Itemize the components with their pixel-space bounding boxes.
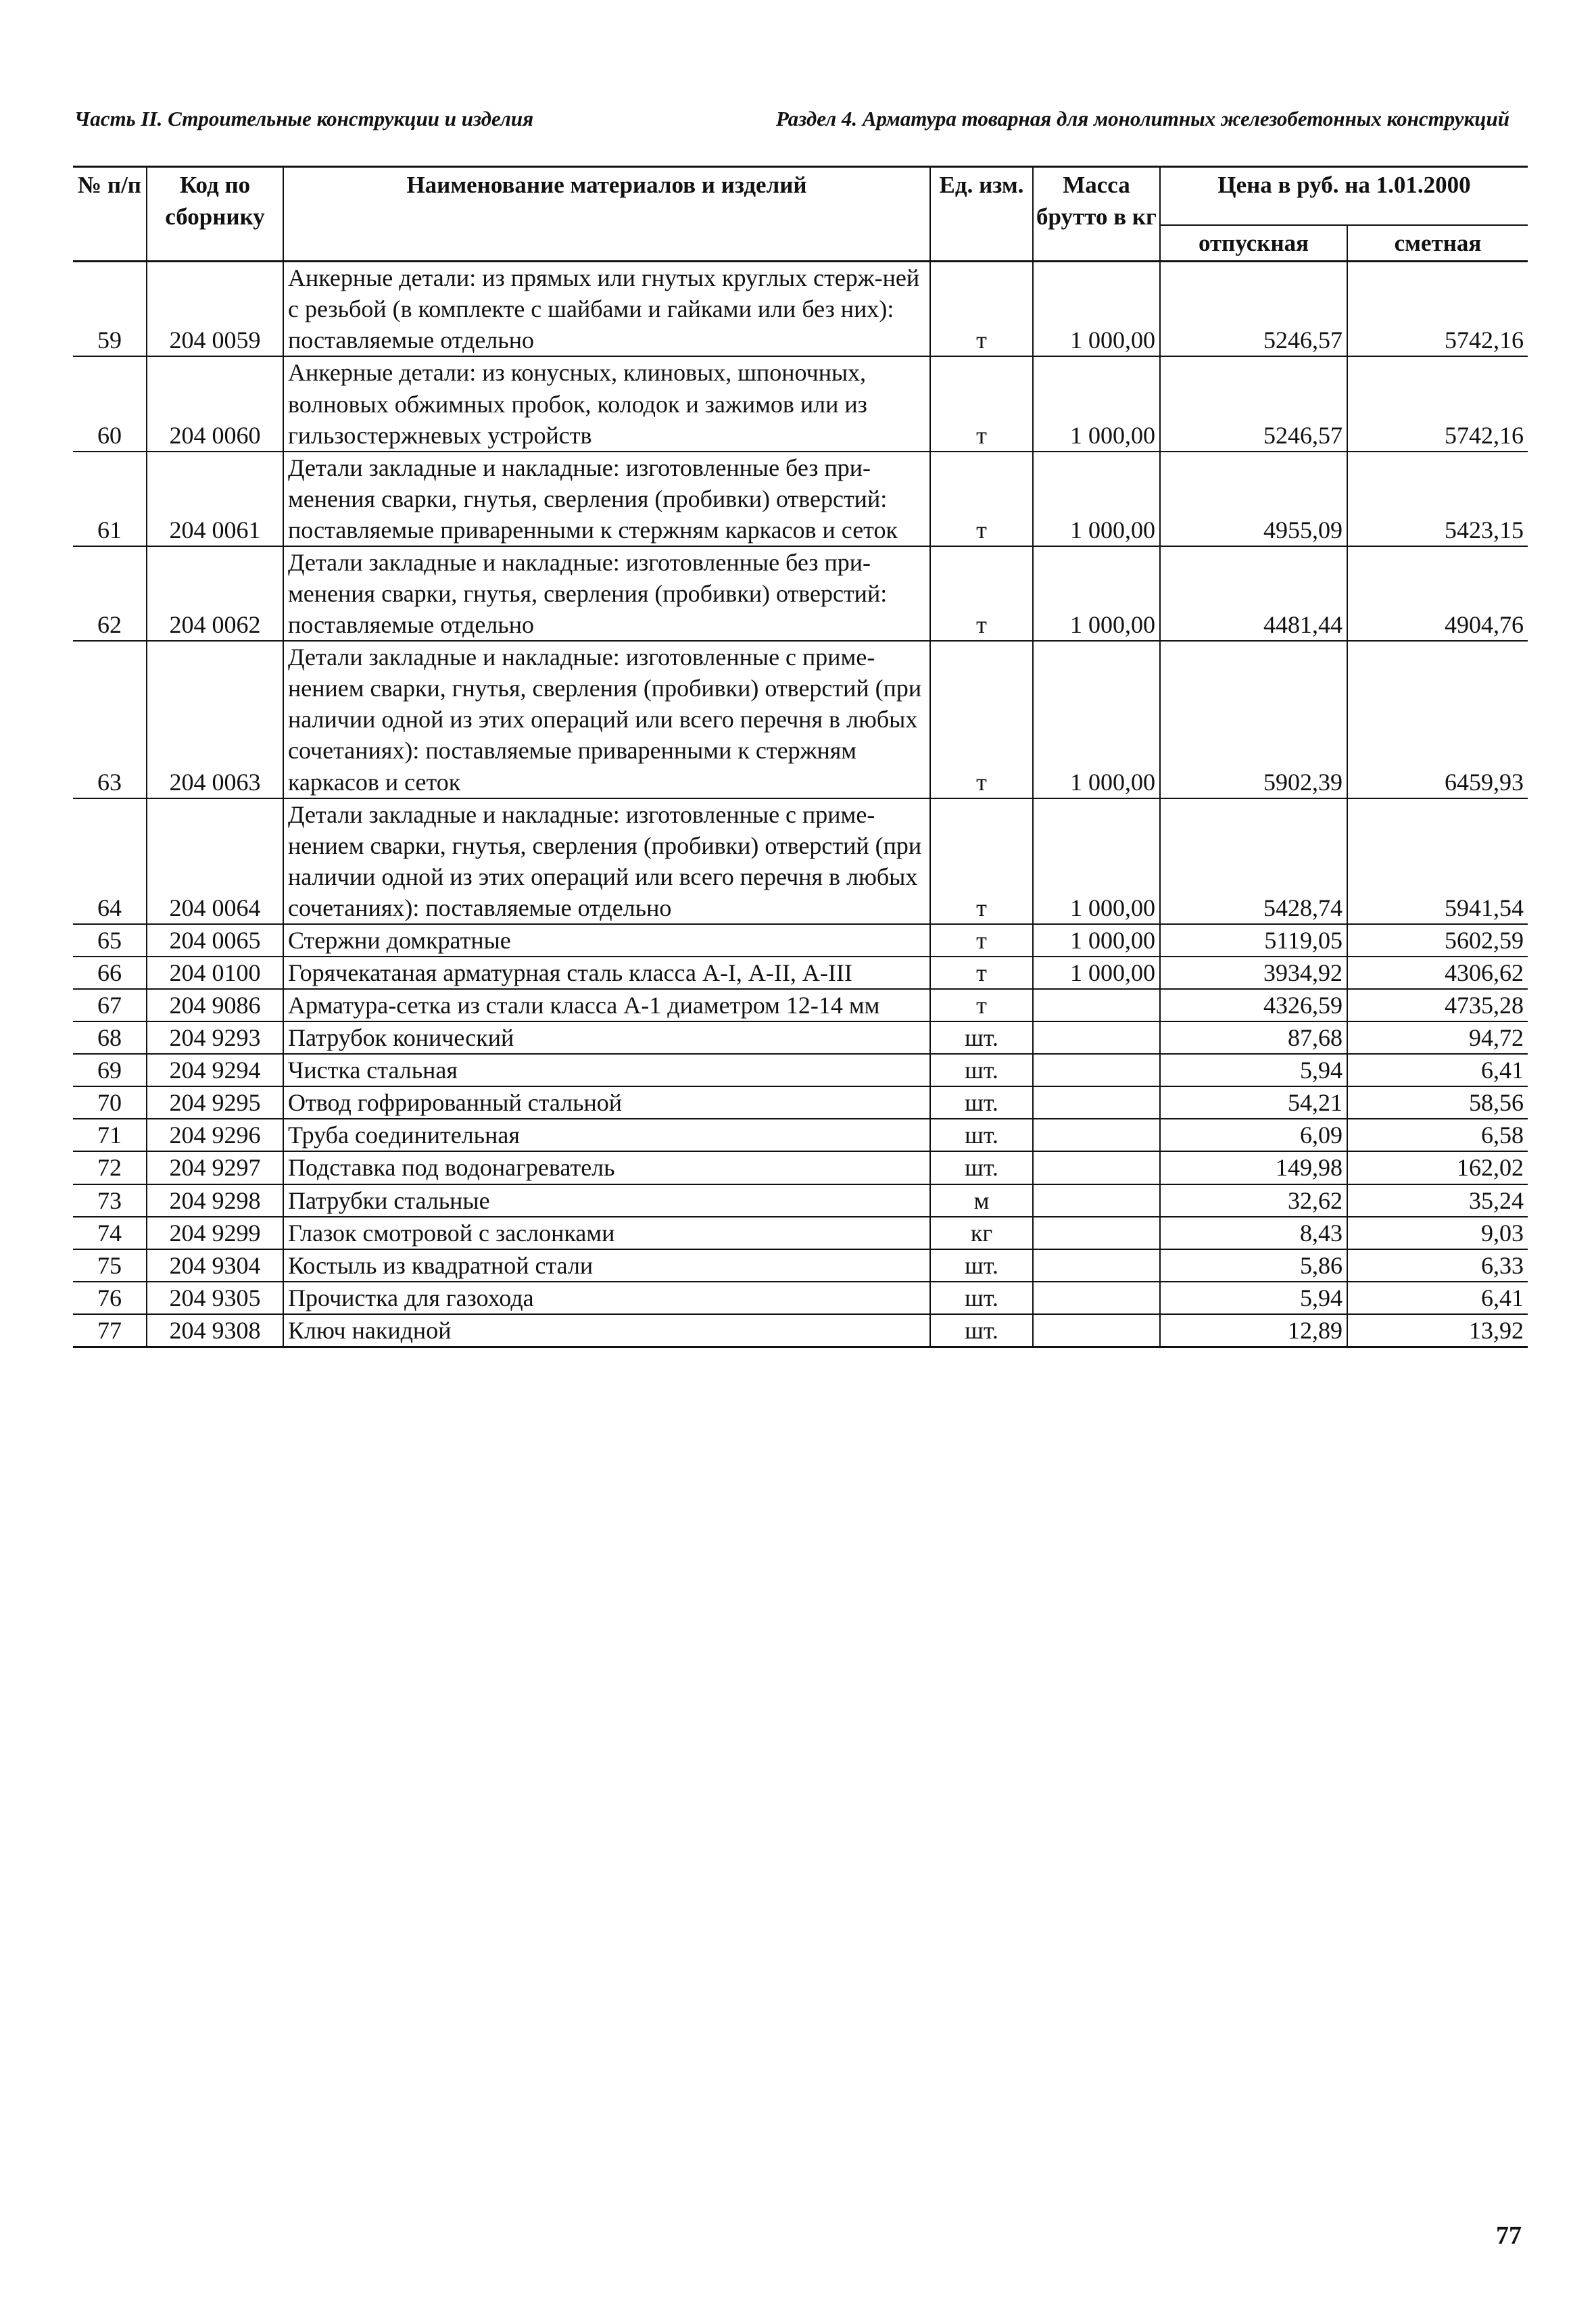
row-price-release: 12,89 xyxy=(1160,1314,1347,1347)
row-number: 61 xyxy=(73,452,147,546)
row-name: Отвод гофрированный стальной xyxy=(283,1086,930,1119)
row-code: 204 0060 xyxy=(147,356,283,451)
col-header-code: Код по сборнику xyxy=(147,167,283,262)
row-price-estimate: 6,33 xyxy=(1347,1249,1528,1282)
row-unit: т xyxy=(930,452,1033,546)
running-header-left: Часть II. Строительные конструкции и изделия xyxy=(74,107,534,130)
row-code: 204 9299 xyxy=(147,1217,283,1249)
row-mass xyxy=(1033,1151,1160,1184)
row-unit: шт. xyxy=(930,1054,1033,1086)
row-mass: 1 000,00 xyxy=(1033,452,1160,546)
row-price-release: 4955,09 xyxy=(1160,452,1347,546)
row-code: 204 9305 xyxy=(147,1282,283,1314)
row-number: 63 xyxy=(73,641,147,798)
row-unit: шт. xyxy=(930,1314,1033,1347)
row-price-estimate: 6459,93 xyxy=(1347,641,1528,798)
row-code: 204 9086 xyxy=(147,989,283,1021)
row-code: 204 9296 xyxy=(147,1119,283,1151)
table-row xyxy=(73,1086,1528,1119)
table-row xyxy=(73,1021,1528,1054)
row-unit: т xyxy=(930,957,1033,989)
materials-price-table xyxy=(73,166,1528,1348)
row-unit: т xyxy=(930,924,1033,957)
row-code: 204 0061 xyxy=(147,452,283,546)
table-row xyxy=(73,798,1528,924)
row-mass: 1 000,00 xyxy=(1033,924,1160,957)
row-code: 204 0063 xyxy=(147,641,283,798)
row-number: 71 xyxy=(73,1119,147,1151)
row-price-estimate: 6,41 xyxy=(1347,1282,1528,1314)
row-name: Ключ накидной xyxy=(283,1314,930,1347)
table-row xyxy=(73,356,1528,451)
row-name: Анкерные детали: из прямых или гнутых круглых стерж-ней с резьбой (в комплекте с шайбами и гайками или без них): поставляемые отдельно xyxy=(283,262,930,357)
row-number: 68 xyxy=(73,1021,147,1054)
row-unit: шт. xyxy=(930,1086,1033,1119)
row-name: Труба соединительная xyxy=(283,1119,930,1151)
row-code: 204 9308 xyxy=(147,1314,283,1347)
row-price-estimate: 4735,28 xyxy=(1347,989,1528,1021)
row-price-release: 5,94 xyxy=(1160,1054,1347,1086)
row-price-estimate: 5742,16 xyxy=(1347,356,1528,451)
col-header-num: № п/п xyxy=(73,167,147,262)
row-mass xyxy=(1033,1314,1160,1347)
table-row xyxy=(73,924,1528,957)
row-price-release: 32,62 xyxy=(1160,1184,1347,1217)
row-mass: 1 000,00 xyxy=(1033,546,1160,641)
row-price-estimate: 94,72 xyxy=(1347,1021,1528,1054)
row-number: 65 xyxy=(73,924,147,957)
row-unit: шт. xyxy=(930,1021,1033,1054)
row-name: Глазок смотровой с заслонками xyxy=(283,1217,930,1249)
row-number: 76 xyxy=(73,1282,147,1314)
table-row xyxy=(73,1151,1528,1184)
row-unit: т xyxy=(930,989,1033,1021)
row-name: Детали закладные и накладные: изготовленные с приме-нением сварки, гнутья, сверления (пробивки) отверстий (при наличии одной из этих операций или всего перечня в любых сочетаниях): поставляемые отдельно xyxy=(283,798,930,924)
table-row xyxy=(73,1184,1528,1217)
row-mass xyxy=(1033,1119,1160,1151)
row-price-release: 4326,59 xyxy=(1160,989,1347,1021)
col-header-mass: Масса брутто в кг xyxy=(1033,167,1160,262)
row-name: Стержни домкратные xyxy=(283,924,930,957)
row-code: 204 9295 xyxy=(147,1086,283,1119)
col-header-price-group: Цена в руб. на 1.01.2000 xyxy=(1160,167,1528,226)
row-number: 74 xyxy=(73,1217,147,1249)
row-name: Детали закладные и накладные: изготовленные без при-менения сварки, гнутья, сверления (пробивки) отверстий: поставляемые приваренными к стержням каркасов и сеток xyxy=(283,452,930,546)
row-code: 204 0100 xyxy=(147,957,283,989)
row-mass: 1 000,00 xyxy=(1033,957,1160,989)
row-mass: 1 000,00 xyxy=(1033,641,1160,798)
row-mass xyxy=(1033,1249,1160,1282)
row-code: 204 0064 xyxy=(147,798,283,924)
row-number: 72 xyxy=(73,1151,147,1184)
row-price-estimate: 4904,76 xyxy=(1347,546,1528,641)
row-price-release: 3934,92 xyxy=(1160,957,1347,989)
row-number: 69 xyxy=(73,1054,147,1086)
row-number: 75 xyxy=(73,1249,147,1282)
row-name: Патрубки стальные xyxy=(283,1184,930,1217)
row-number: 64 xyxy=(73,798,147,924)
row-price-release: 5246,57 xyxy=(1160,356,1347,451)
page-number: 77 xyxy=(1496,2221,1522,2250)
row-mass: 1 000,00 xyxy=(1033,262,1160,357)
row-price-release: 5119,05 xyxy=(1160,924,1347,957)
row-number: 70 xyxy=(73,1086,147,1119)
row-name: Патрубок конический xyxy=(283,1021,930,1054)
row-price-estimate: 35,24 xyxy=(1347,1184,1528,1217)
row-price-release: 5428,74 xyxy=(1160,798,1347,924)
table-row xyxy=(73,957,1528,989)
row-name: Чистка стальная xyxy=(283,1054,930,1086)
row-price-estimate: 58,56 xyxy=(1347,1086,1528,1119)
row-mass xyxy=(1033,1217,1160,1249)
row-code: 204 0062 xyxy=(147,546,283,641)
row-mass xyxy=(1033,1184,1160,1217)
row-name: Подставка под водонагреватель xyxy=(283,1151,930,1184)
row-price-estimate: 162,02 xyxy=(1347,1151,1528,1184)
row-price-estimate: 5602,59 xyxy=(1347,924,1528,957)
row-number: 77 xyxy=(73,1314,147,1347)
row-name: Горячекатаная арматурная сталь класса А-I, А-II, А-III xyxy=(283,957,930,989)
col-header-name: Наименование материалов и изделий xyxy=(283,167,930,262)
table-row xyxy=(73,1249,1528,1282)
row-price-release: 149,98 xyxy=(1160,1151,1347,1184)
row-unit: шт. xyxy=(930,1119,1033,1151)
table-row xyxy=(73,452,1528,546)
row-unit: м xyxy=(930,1184,1033,1217)
col-header-price-release: отпускная xyxy=(1160,225,1347,262)
row-name: Костыль из квадратной стали xyxy=(283,1249,930,1282)
row-unit: т xyxy=(930,356,1033,451)
row-unit: шт. xyxy=(930,1151,1033,1184)
row-name: Арматура-сетка из стали класса А-1 диаметром 12-14 мм xyxy=(283,989,930,1021)
table-row xyxy=(73,1119,1528,1151)
row-code: 204 9294 xyxy=(147,1054,283,1086)
row-mass xyxy=(1033,989,1160,1021)
row-name: Детали закладные и накладные: изготовленные с приме-нением сварки, гнутья, сверления (пробивки) отверстий (при наличии одной из этих операций или всего перечня в любых сочетаниях): поставляемые приваренными к стержням каркасов и сеток xyxy=(283,641,930,798)
row-price-estimate: 9,03 xyxy=(1347,1217,1528,1249)
row-price-release: 54,21 xyxy=(1160,1086,1347,1119)
row-price-release: 5,94 xyxy=(1160,1282,1347,1314)
row-code: 204 0059 xyxy=(147,262,283,357)
row-mass: 1 000,00 xyxy=(1033,798,1160,924)
row-unit: кг xyxy=(930,1217,1033,1249)
table-row xyxy=(73,1054,1528,1086)
row-code: 204 9304 xyxy=(147,1249,283,1282)
row-number: 73 xyxy=(73,1184,147,1217)
row-code: 204 0065 xyxy=(147,924,283,957)
row-number: 66 xyxy=(73,957,147,989)
row-code: 204 9297 xyxy=(147,1151,283,1184)
row-price-estimate: 13,92 xyxy=(1347,1314,1528,1347)
table-row xyxy=(73,1314,1528,1347)
row-price-estimate: 5941,54 xyxy=(1347,798,1528,924)
row-mass xyxy=(1033,1086,1160,1119)
row-mass xyxy=(1033,1021,1160,1054)
row-price-estimate: 5423,15 xyxy=(1347,452,1528,546)
row-unit: т xyxy=(930,546,1033,641)
row-code: 204 9298 xyxy=(147,1184,283,1217)
row-price-release: 5902,39 xyxy=(1160,641,1347,798)
table-body xyxy=(73,262,1528,1347)
row-price-release: 5,86 xyxy=(1160,1249,1347,1282)
row-name: Анкерные детали: из конусных, клиновых, шпоночных, волновых обжимных пробок, колодок и зажимов или из гильзостержневых устройств xyxy=(283,356,930,451)
table-row xyxy=(73,1282,1528,1314)
row-price-estimate: 6,58 xyxy=(1347,1119,1528,1151)
row-price-release: 8,43 xyxy=(1160,1217,1347,1249)
running-header-right: Раздел 4. Арматура товарная для монолитных железобетонных конструкций xyxy=(775,107,1509,130)
row-unit: т xyxy=(930,262,1033,357)
row-price-release: 5246,57 xyxy=(1160,262,1347,357)
row-unit: т xyxy=(930,798,1033,924)
row-number: 67 xyxy=(73,989,147,1021)
row-number: 62 xyxy=(73,546,147,641)
table-row xyxy=(73,989,1528,1021)
row-code: 204 9293 xyxy=(147,1021,283,1054)
table-row xyxy=(73,546,1528,641)
row-price-release: 4481,44 xyxy=(1160,546,1347,641)
row-mass: 1 000,00 xyxy=(1033,356,1160,451)
row-price-estimate: 4306,62 xyxy=(1347,957,1528,989)
row-price-release: 87,68 xyxy=(1160,1021,1347,1054)
col-header-price-estimate: сметная xyxy=(1347,225,1528,262)
row-mass xyxy=(1033,1054,1160,1086)
row-mass xyxy=(1033,1282,1160,1314)
row-price-estimate: 5742,16 xyxy=(1347,262,1528,357)
row-number: 59 xyxy=(73,262,147,357)
row-unit: шт. xyxy=(930,1249,1033,1282)
row-name: Детали закладные и накладные: изготовленные без при-менения сварки, гнутья, сверления (пробивки) отверстий: поставляемые отдельно xyxy=(283,546,930,641)
row-unit: шт. xyxy=(930,1282,1033,1314)
row-price-estimate: 6,41 xyxy=(1347,1054,1528,1086)
table-row xyxy=(73,262,1528,357)
row-number: 60 xyxy=(73,356,147,451)
table-row xyxy=(73,641,1528,798)
table-row xyxy=(73,1217,1528,1249)
row-name: Прочистка для газохода xyxy=(283,1282,930,1314)
row-price-release: 6,09 xyxy=(1160,1119,1347,1151)
col-header-unit: Ед. изм. xyxy=(930,167,1033,262)
row-unit: т xyxy=(930,641,1033,798)
